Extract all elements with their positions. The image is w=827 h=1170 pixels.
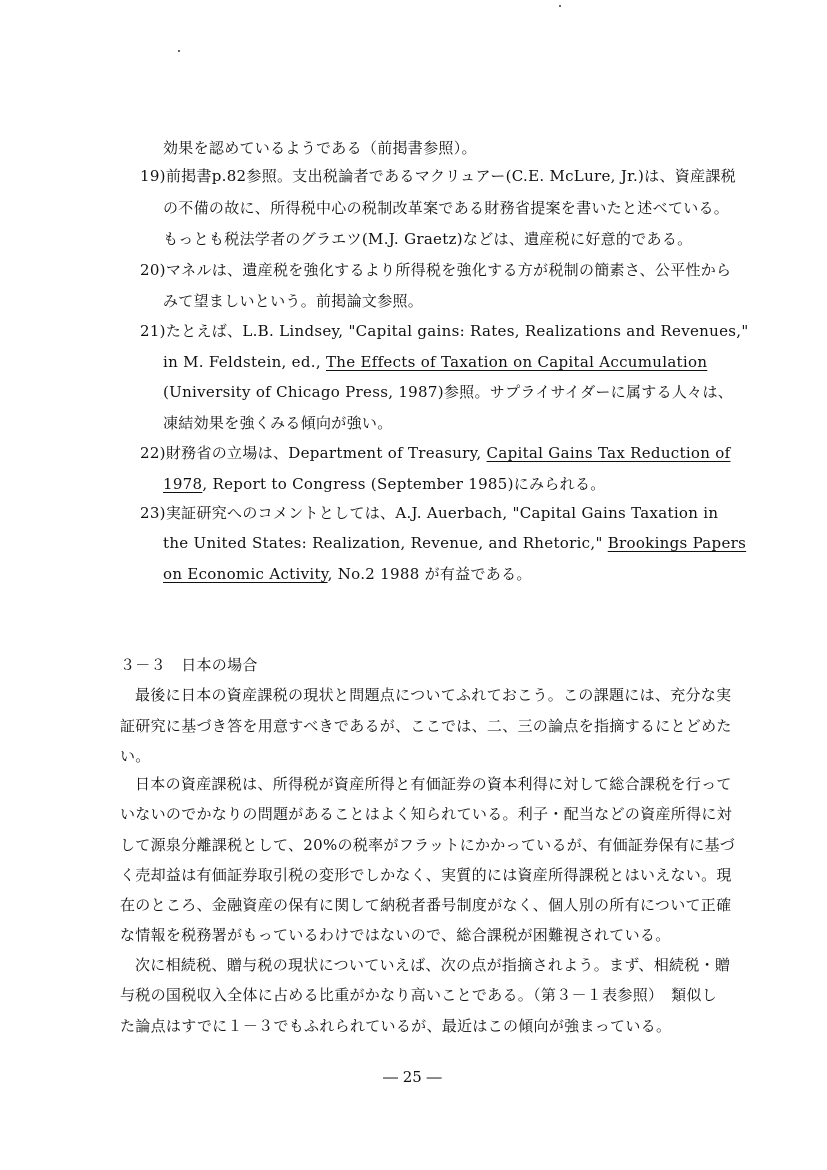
footnote-line bbox=[163, 474, 606, 494]
paragraph-line: く売却益は有価証券取引税の変形でしかなく、実質的には資産所得課税とはいえない。現 bbox=[120, 866, 732, 884]
paragraph-line: 最後に日本の資産課税の現状と問題点についてふれておこう。この課題には、充分な実 bbox=[135, 686, 732, 704]
cited-journal-title: Brookings Papers bbox=[607, 534, 747, 552]
footnote-line bbox=[140, 260, 731, 280]
footnote-line bbox=[163, 533, 746, 553]
cited-journal-title: on Economic Activity bbox=[163, 565, 328, 583]
page-number: ― 25 ― bbox=[383, 1068, 442, 1086]
paragraph-line: 与税の国税収入全体に占める比重がかなり高いことである。（第３－１表参照） 類似し bbox=[120, 986, 718, 1004]
footnote-line bbox=[140, 321, 749, 341]
paragraph-line: 日本の資産課税は、所得税が資産所得と有価証券の資本利得に対して総合課税を行って bbox=[135, 775, 732, 793]
footnote-line: (University of Chicago Press, 1987)参照。サプライサイダーに属する人々は、 bbox=[163, 383, 734, 401]
section-heading: ３－３ 日本の場合 bbox=[120, 656, 258, 674]
paragraph-line: な情報を税務署がもっているわけではないので、総合課税が困難視されている。 bbox=[120, 926, 671, 944]
paragraph-line: 証研究に基づき答を用意すべきであるが、ここでは、二、三の論点を指摘するにとどめた bbox=[120, 717, 732, 735]
footnote-text: , No.2 1988 が有益である。 bbox=[327, 565, 532, 583]
footnote-text: 実証研究へのコメントとしては、A.J. Auerbach, "Capital Gains Taxation in bbox=[165, 504, 719, 522]
paragraph-line: 在のところ、金融資産の保有に関して納税者番号制度がなく、個人別の所有について正確 bbox=[120, 896, 732, 914]
footnote-text: , Report to Congress (September 1985)にみられる。 bbox=[202, 475, 606, 493]
footnote-line: みて望ましいという。前掲論文参照。 bbox=[163, 292, 424, 310]
footnote-text: the United States: Realization, Revenue, and Rhetoric," bbox=[163, 534, 608, 552]
footnote-number: 21) bbox=[140, 322, 166, 340]
cited-book-title: The Effects of Taxation on Capital Accumulation bbox=[325, 353, 708, 371]
footnote-number: 23) bbox=[140, 504, 166, 522]
footnote-line bbox=[140, 443, 730, 463]
cited-report-title: 1978 bbox=[163, 475, 203, 493]
footnote-text: マネルは、遺産税を強化するより所得税を強化する方が税制の簡素さ、公平性から bbox=[165, 261, 732, 279]
footnote-line: 凍結効果を強くみる傾向が強い。 bbox=[163, 414, 393, 432]
paragraph-line: た論点はすでに１－３でもふれられているが、最近はこの傾向が強まっている。 bbox=[120, 1017, 672, 1035]
paragraph-line: して源泉分離課税として、20%の税率がフラットにかかっているが、有価証券保有に基づ bbox=[120, 836, 736, 854]
footnote-line: もっとも税法学者のグラエツ(M.J. Graetz)などは、遺産税に好意的である。 bbox=[163, 230, 693, 248]
footnote-line bbox=[140, 166, 736, 186]
footnote-line bbox=[163, 564, 532, 584]
footnote-text: 前掲書p.82参照。支出税論者であるマクリュアー(C.E. McLure, Jr.)は、資産課税 bbox=[165, 167, 736, 185]
footnote-continuation: 効果を認めているようである（前掲書参照）。 bbox=[163, 139, 477, 157]
scan-speck bbox=[178, 50, 180, 52]
paragraph-line: いないのでかなりの問題があることはよく知られている。利子・配当などの資産所得に対 bbox=[120, 805, 733, 823]
paragraph-line: い。 bbox=[120, 747, 151, 765]
scan-speck bbox=[559, 5, 561, 7]
footnote-number: 20) bbox=[140, 261, 166, 279]
footnote-line bbox=[163, 352, 707, 372]
footnote-line: の不備の故に、所得税中心の税制改革案である財務省提案を書いたと述べている。 bbox=[163, 199, 730, 217]
footnote-text: in M. Feldstein, ed., bbox=[163, 353, 326, 371]
cited-report-title: Capital Gains Tax Reduction of bbox=[486, 444, 731, 462]
footnote-text: 財務省の立場は、Department of Treasury, bbox=[165, 444, 487, 462]
footnote-text: たとえば、L.B. Lindsey, "Capital gains: Rates, Realizations and Revenues," bbox=[165, 322, 749, 340]
footnote-line bbox=[140, 503, 718, 523]
footnote-number: 19) bbox=[140, 167, 166, 185]
paragraph-line: 次に相続税、贈与税の現状についていえば、次の点が指摘されよう。まず、相続税・贈 bbox=[135, 956, 731, 974]
footnote-number: 22) bbox=[140, 444, 166, 462]
